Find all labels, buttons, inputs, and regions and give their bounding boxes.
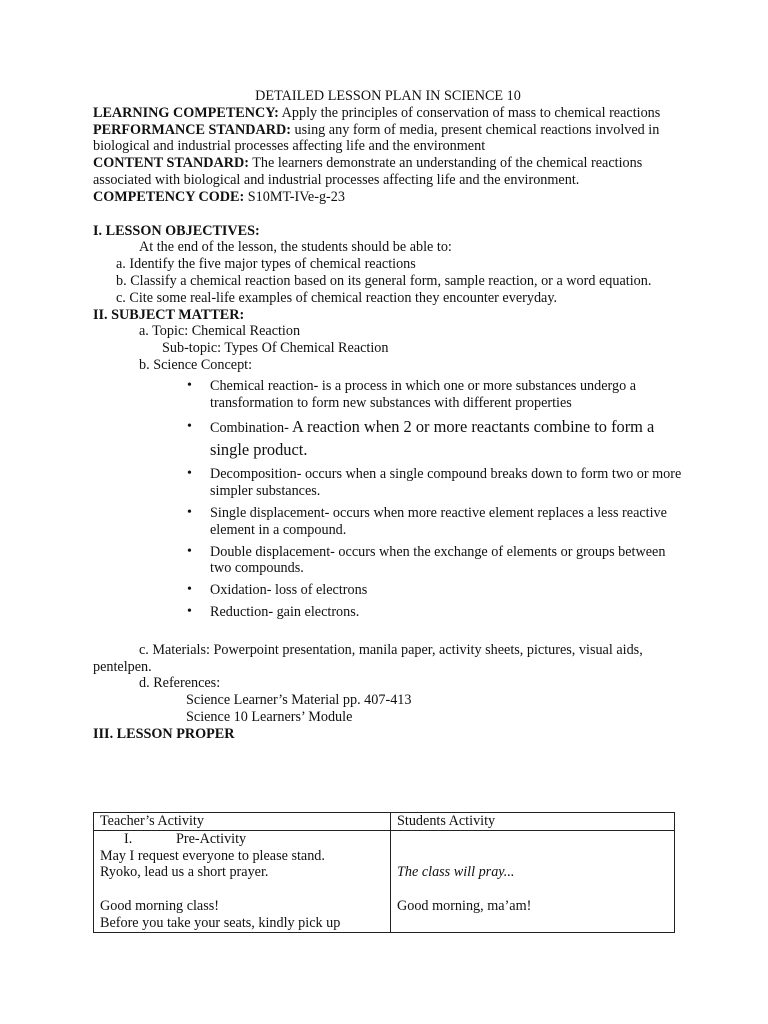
competency-code [93,189,683,206]
learning-competency [93,105,683,122]
teacher-activity-cell [94,830,391,932]
lesson-proper-heading: III. LESSON PROPER [93,725,235,742]
performance-standard-label: PERFORMANCE STANDARD: [93,121,291,138]
concept-item: • Reduction- gain electrons. [187,603,360,620]
concept-item-combination: • Combination- A reaction when 2 or more reactants combine to form a single product. [187,417,655,460]
learning-competency-text: Apply the principles of conservation of mass to chemical reactions [278,104,661,121]
learning-competency-label: LEARNING COMPETENCY: [93,104,279,121]
subject-subtopic: Sub-topic: Types Of Chemical Reaction [162,340,389,357]
objectives-intro: At the end of the lesson, the students should be able to: [139,239,452,256]
document-page [93,88,683,743]
teacher-line: Before you take your seats, kindly pick up [100,914,341,931]
competency-code-text: S10MT-IVe-g-23 [244,188,345,205]
subject-heading: II. SUBJECT MATTER: [93,306,245,323]
bullet-icon: • [187,582,192,598]
performance-standard [93,122,683,156]
concept-item: • Oxidation- loss of electrons [187,582,368,599]
competency-code-label: COMPETENCY CODE: [93,188,245,205]
science-concept-label: b. Science Concept: [139,356,253,373]
students-activity-cell [391,830,675,932]
students-activity-header: Students Activity [391,813,675,831]
content-standard-label: CONTENT STANDARD: [93,155,249,172]
pre-activity-heading: I. Pre-Activity [124,830,247,847]
objective-item-c: c. Cite some real-life examples of chemical reaction they encounter everyday. [116,289,558,306]
content-standard [93,155,683,189]
teacher-line: May I request everyone to please stand. [100,847,325,864]
content-standard-text: The learners demonstrate an understanding of the chemical reactions associated with biological and industrial processes affecting life and the environment. [93,155,643,188]
bullet-icon: • [187,466,192,482]
concept-item: • Decomposition- occurs when a single compound breaks down to form two or more simpler substances. [187,466,682,500]
teacher-line-blank [100,881,384,898]
teacher-activity-header: Teacher’s Activity [94,813,391,831]
performance-standard-text: using any form of media, present chemical reactions involved in biological and industrial processes affecting life and the environment [93,121,660,155]
objective-item-a: a. Identify the five major types of chemical reactions [116,256,416,273]
teacher-line: Good morning class! [100,897,220,914]
references-label: d. References: [139,675,221,692]
subject-topic: a. Topic: Chemical Reaction [139,323,301,340]
objective-item-b: b. Classify a chemical reaction based on its general form, sample reaction, or a word equation. [116,272,652,289]
concept-item: • Double displacement- occurs when the exchange of elements or groups between two compounds. [187,543,666,577]
objectives-heading: I. LESSON OBJECTIVES: [93,222,260,239]
bullet-icon: • [187,504,192,520]
concept-item: • Chemical reaction- is a process in which one or more substances undergo a transformation to form new substances with different properties [187,377,637,411]
materials: c. Materials: Powerpoint presentation, manila paper, activity sheets, pictures, visual aids, pentelpen. [93,641,643,675]
concept-item: • Single displacement- occurs when more reactive element replaces a less reactive element in a compound. [187,504,667,538]
student-line: The class will pray... [397,864,515,881]
bullet-icon: • [187,603,192,619]
table-header-row [94,813,675,831]
activity-table [93,812,675,933]
bullet-icon: • [187,543,192,559]
student-line: Good morning, ma’am! [397,897,532,914]
teacher-line: Ryoko, lead us a short prayer. [100,864,269,881]
bullet-icon: • [187,419,192,435]
reference-item: Science 10 Learners’ Module [186,708,353,725]
table-row [94,830,675,932]
concept-list [93,378,683,621]
reference-item: Science Learner’s Material pp. 407-413 [186,692,412,709]
document-title: DETAILED LESSON PLAN IN SCIENCE 10 [255,88,521,104]
bullet-icon: • [187,377,192,393]
